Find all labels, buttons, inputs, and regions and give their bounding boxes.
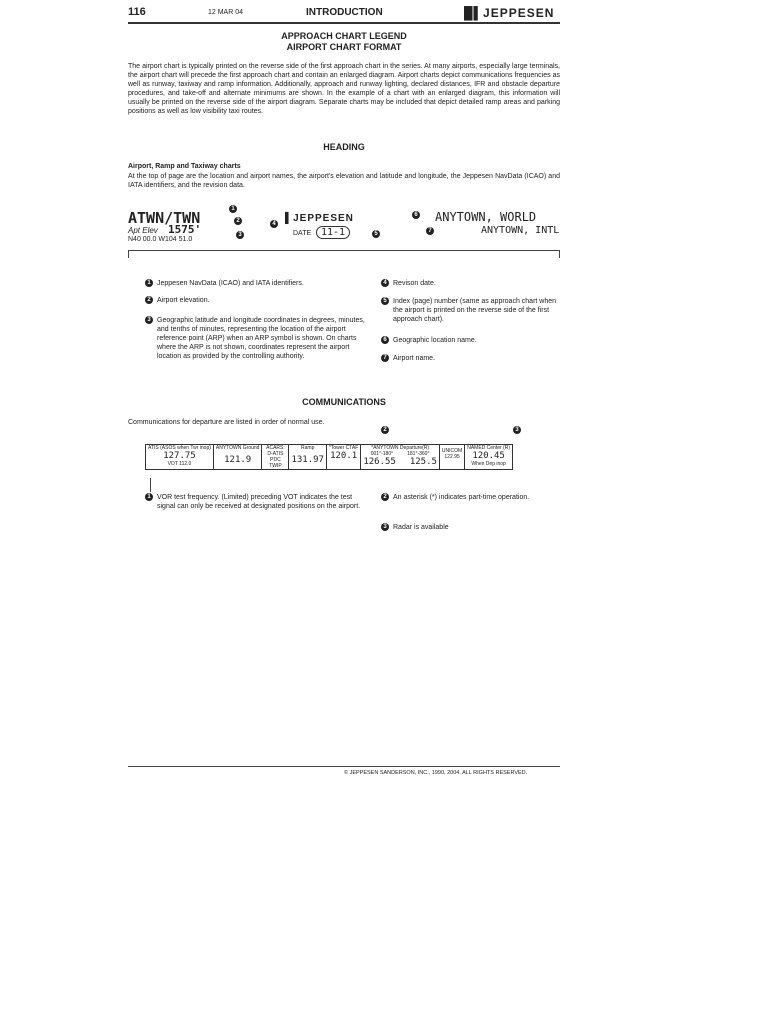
section-title: INTRODUCTION xyxy=(306,7,383,18)
communications-table xyxy=(145,444,513,470)
center-cell: NAMED Center (R) 120.45 When Dep inop xyxy=(465,445,513,470)
title-line-2: AIRPORT CHART FORMAT xyxy=(286,42,402,52)
example-location: ANYTOWN, WORLD xyxy=(435,210,537,224)
brand-text: JEPPESEN xyxy=(483,6,555,20)
intro-paragraph: The airport chart is typically printed on the reverse side of the first approach chart in the series. At many airports, especially large terminals, the airport chart will precede the first approach chart and contain an enlarged diagram. Airport charts depict communications frequencies as well as runway, taxiway and ramp information. Additionally, approach and runway lighting, declared distances, IFR and obstacle departure procedures, and take-off and alternate minimums are shown. In the example of a chart with an enlarged diagram, this information will usually be printed on the reverse side of the airport diagram. Separate charts may be included that depict detailed ramp areas and parking positions as well as low visibility taxi routes. xyxy=(128,63,560,115)
tower-cell: *Tower CTAF 120.1 xyxy=(326,445,360,470)
vot-leader-line xyxy=(150,478,151,492)
legend-item-2: 2 Airport elevation. xyxy=(157,296,367,305)
callout-5: 5 xyxy=(372,230,380,238)
copyright: © JEPPESEN SANDERSON, INC., 1990, 2004. ALL RIGHTS RESERVED. xyxy=(344,770,528,776)
callout-2: 2 xyxy=(234,217,242,225)
legend-item-4: 4 Revison date. xyxy=(393,279,563,288)
heading-section-title: HEADING xyxy=(323,142,365,152)
callout-6: 6 xyxy=(412,211,420,219)
ground-cell: ANYTOWN Ground 121.9 xyxy=(213,445,262,470)
callout-1: 1 xyxy=(229,205,237,213)
communications-title: COMMUNICATIONS xyxy=(302,397,386,407)
jeppesen-mark-icon: █▌ xyxy=(464,6,484,20)
comm-callout-3: 3 xyxy=(513,426,521,434)
comm-note-2: 2 An asterisk (*) indicates part-time operation. xyxy=(393,493,563,502)
ramp-cell: Ramp 131.97 xyxy=(289,445,327,470)
comm-note-3: 3 Radar is available xyxy=(393,523,563,532)
callout-7: 7 xyxy=(426,227,434,235)
atis-cell: ATIS (ASOS when Twr inop) 127.75 VOT 112.0 xyxy=(146,445,214,470)
example-rule xyxy=(128,250,560,251)
footer-rule xyxy=(128,766,560,767)
jeppesen-mark-icon: ▌ xyxy=(285,213,294,224)
example-ident: ATWN/TWN xyxy=(128,209,201,227)
legend-item-5: 5 Index (page) number (same as approach chart when the airport is printed on the reverse side of the first approach chart). xyxy=(393,297,563,324)
comm-callout-2: 2 xyxy=(381,426,389,434)
callout-3: 3 xyxy=(236,231,244,239)
example-date-label: DATE xyxy=(293,230,312,237)
communications-intro: Communications for departure are listed in order of normal use. xyxy=(128,419,325,426)
page-number: 116 xyxy=(128,6,146,18)
example-elev-value: 1575' xyxy=(168,223,202,236)
legend-item-1: 1 Jeppesen NavData (ICAO) and IATA identifiers. xyxy=(157,279,367,288)
example-brand: ▌JEPPESEN xyxy=(285,213,354,224)
legend-item-7: 7 Airport name. xyxy=(393,354,563,363)
acars-cell: ACARS: D-ATIS PDC TWIP xyxy=(262,445,289,470)
legend-item-6: 6 Geographic location name. xyxy=(393,336,563,345)
issue-date: 12 MAR 04 xyxy=(208,9,244,16)
example-index: 11-1 xyxy=(316,226,350,239)
title-line-1: APPROACH CHART LEGEND xyxy=(281,31,407,41)
heading-subheading: Airport, Ramp and Taxiway charts xyxy=(128,163,241,170)
departure-cell: *ANYTOWN Departure(R) 001°-180° 181°-360° 126.55 125.5 xyxy=(361,445,440,470)
heading-text: At the top of page are the location and airport names, the airport's elevation and latitude and longitude, the Jeppesen NavData (ICAO) and IATA identifiers, and the revision data. xyxy=(128,173,560,189)
legend-item-3: 3 Geographic latitude and longitude coordinates in degrees, minutes, and tenths of minutes, representing the location of the airport reference point (ARP) when an ARP symbol is shown. On charts where the ARP is not shown, coordinates represent the airport location as provided by the controlling authority. xyxy=(157,316,367,361)
example-tick-left xyxy=(128,250,129,258)
jeppesen-logo xyxy=(464,6,554,20)
heading-example xyxy=(128,205,560,260)
header-rule xyxy=(128,22,560,24)
example-elev-label: Apt Elev xyxy=(128,226,158,235)
example-airport: ANYTOWN, INTL xyxy=(481,225,560,236)
example-coords: N40 00.0 W104 51.0 xyxy=(128,236,193,243)
comm-note-1: 1 VOR test frequency. (Limited) preceding VOT indicates the test signal can only be received at designated positions on the airport. xyxy=(157,493,362,511)
unicom-cell: UNICOM 122.95 xyxy=(439,445,464,470)
callout-4: 4 xyxy=(270,220,278,228)
example-tick-right xyxy=(559,250,560,258)
